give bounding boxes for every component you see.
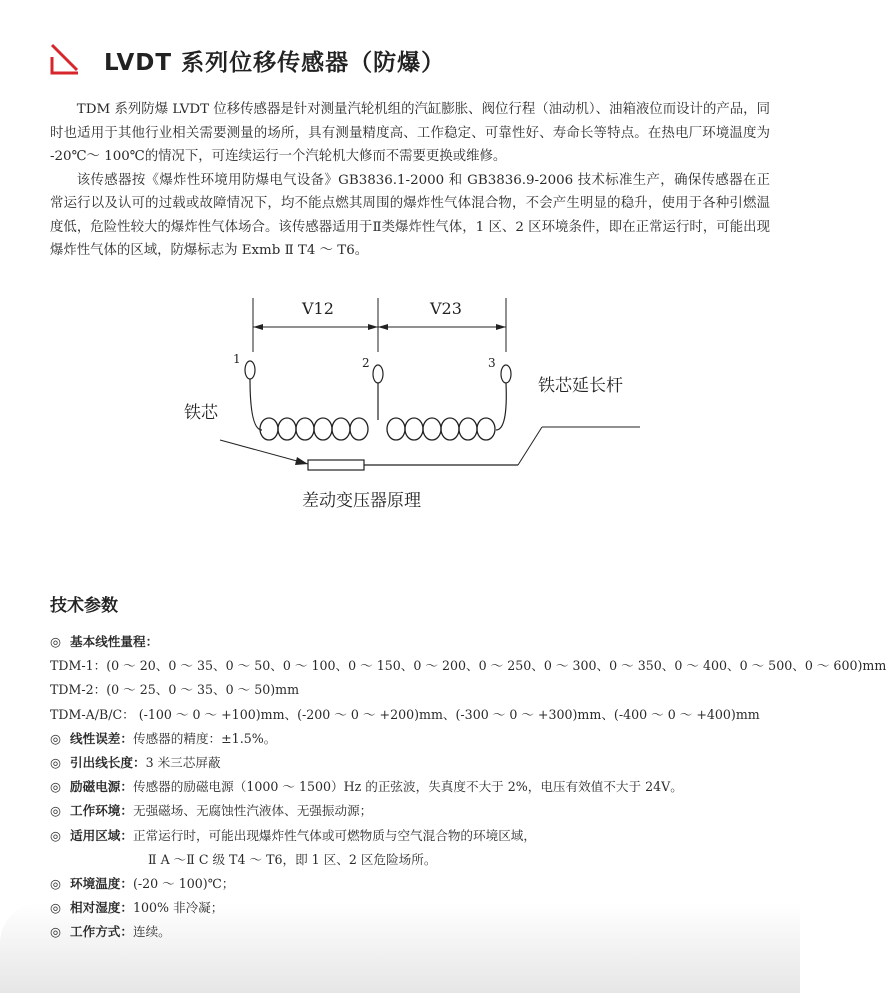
param-label: 适用区域： (70, 827, 133, 843)
diagram-caption: 差动变压器原理 (302, 491, 421, 511)
v23-label: V23 (430, 299, 462, 318)
param-tdmabc: TDM-A/B/C： (-100 ～ 0 ～ +100)mm、(-200 ～ 0 ～ +200)mm、(-300 ～ 0 ～ +300)mm、(-400 ～ 0 ～ +400)mm (50, 706, 760, 722)
bullet-icon: ◎ (50, 779, 61, 795)
param-value: 100% 非冷凝； (132, 900, 224, 916)
lvdt-principle-diagram (170, 290, 650, 520)
param-label: 线性误差： (70, 730, 133, 746)
param-value: 传感器的励磁电源（1000 ～ 1500）Hz 的正弦波，失真度不大于 2%，电压有效值不大于 24V。 (132, 779, 683, 795)
rod-label: 铁芯延长杆 (538, 376, 623, 396)
bullet-icon: ◎ (50, 634, 61, 649)
bullet-icon: ◎ (50, 924, 61, 940)
bullet-icon: ◎ (50, 900, 61, 916)
param-lead-length (50, 751, 790, 775)
core-label: 铁芯 (184, 403, 218, 423)
terminal-2-label: 2 (362, 356, 370, 370)
param-label: 环境温度： (70, 875, 133, 891)
title-row (48, 40, 445, 80)
param-excitation (50, 775, 790, 799)
param-value: 连续。 (132, 924, 171, 940)
param-label: 基本线性量程： (70, 634, 159, 649)
param-environment (50, 799, 790, 823)
param-operation-mode (50, 920, 790, 944)
bullet-icon: ◎ (50, 875, 61, 891)
coil-windings (260, 418, 495, 440)
terminal-1-label: 1 (233, 352, 241, 366)
intro-paragraph-2: 该传感器按《爆炸性环境用防爆电气设备》GB3836.1-2000 和 GB3836.9-2006 技术标准生产，确保传感器在正常运行以及认可的过载或故障情况下，均不能点燃其周围的爆炸性气体混合物，不会产生明显的稳升，使用于各种引燃温度低，危险性较大的爆炸性气体场合。该传感器适用于Ⅱ类爆炸性气体，1 区、2 区环境条件，即在正常运行时，可能出现爆炸性气体的区域，防爆标志为 Exmb Ⅱ T4 ～ T6。 (50, 172, 770, 258)
param-label: 相对湿度： (70, 900, 133, 916)
param-linearity (50, 727, 790, 751)
terminal-3 (501, 365, 511, 383)
bullet-icon: ◎ (50, 803, 61, 819)
arrow-down-right-icon (48, 43, 82, 77)
param-label: 工作环境： (70, 803, 133, 819)
param-value: 正常运行时，可能出现爆炸性气体或可燃物质与空气混合物的环境区域， (132, 827, 536, 843)
param-tdm2: TDM-2：(0 ～ 25、0 ～ 35、0 ～ 50)mm (50, 682, 300, 698)
terminal-1 (245, 361, 255, 379)
param-zone (50, 824, 790, 848)
param-value: 无强磁场、无腐蚀性汽液体、无强振动源； (132, 803, 373, 819)
intro-paragraph-1: TDM 系列防爆 LVDT 位移传感器是针对测量汽轮机组的汽缸膨胀、阀位行程（油动机）、油箱液位而设计的产品，同时也适用于其他行业相关需要测量的场所，具有测量精度高、工作稳定、可靠性好、寿命长等特点。在热电厂环境温度为 -20℃～ 100℃的情况下，可连续运行一个汽轮机大修而不需要更换或维修。 (50, 102, 770, 164)
param-zone-continued: Ⅱ A ～Ⅱ C 级 T4 ～ T6，即 1 区、2 区危险场所。 (148, 851, 437, 867)
intro-text (50, 98, 770, 263)
section-title: 技术参数 (50, 596, 118, 616)
param-label: 工作方式： (70, 924, 133, 940)
terminal-2 (373, 365, 383, 383)
page-title: LVDT 系列位移传感器（防爆） (104, 49, 446, 76)
terminal-3-label: 3 (488, 356, 496, 370)
bullet-icon: ◎ (50, 730, 61, 746)
param-label: 引出线长度： (70, 754, 146, 770)
param-label: 励磁电源： (70, 779, 133, 795)
param-value: 传感器的精度：±1.5%。 (132, 730, 277, 746)
param-humidity (50, 896, 790, 920)
param-range (50, 630, 790, 654)
param-ambient-temp (50, 872, 790, 896)
parameters-list (50, 630, 886, 944)
v12-label: V12 (302, 299, 334, 318)
bullet-icon: ◎ (50, 754, 61, 770)
iron-core (308, 460, 364, 470)
param-value: 3 米三芯屏蔽 (145, 754, 221, 770)
param-tdm1: TDM-1：(0 ～ 20、0 ～ 35、0 ～ 50、0 ～ 100、0 ～ 150、0 ～ 200、0 ～ 250、0 ～ 300、0 ～ 350、0 ～ 400、0 ～ 500、0 ～ 600)mm (50, 658, 886, 674)
bullet-icon: ◎ (50, 827, 61, 843)
param-value: (-20 ～ 100)℃； (132, 875, 235, 891)
